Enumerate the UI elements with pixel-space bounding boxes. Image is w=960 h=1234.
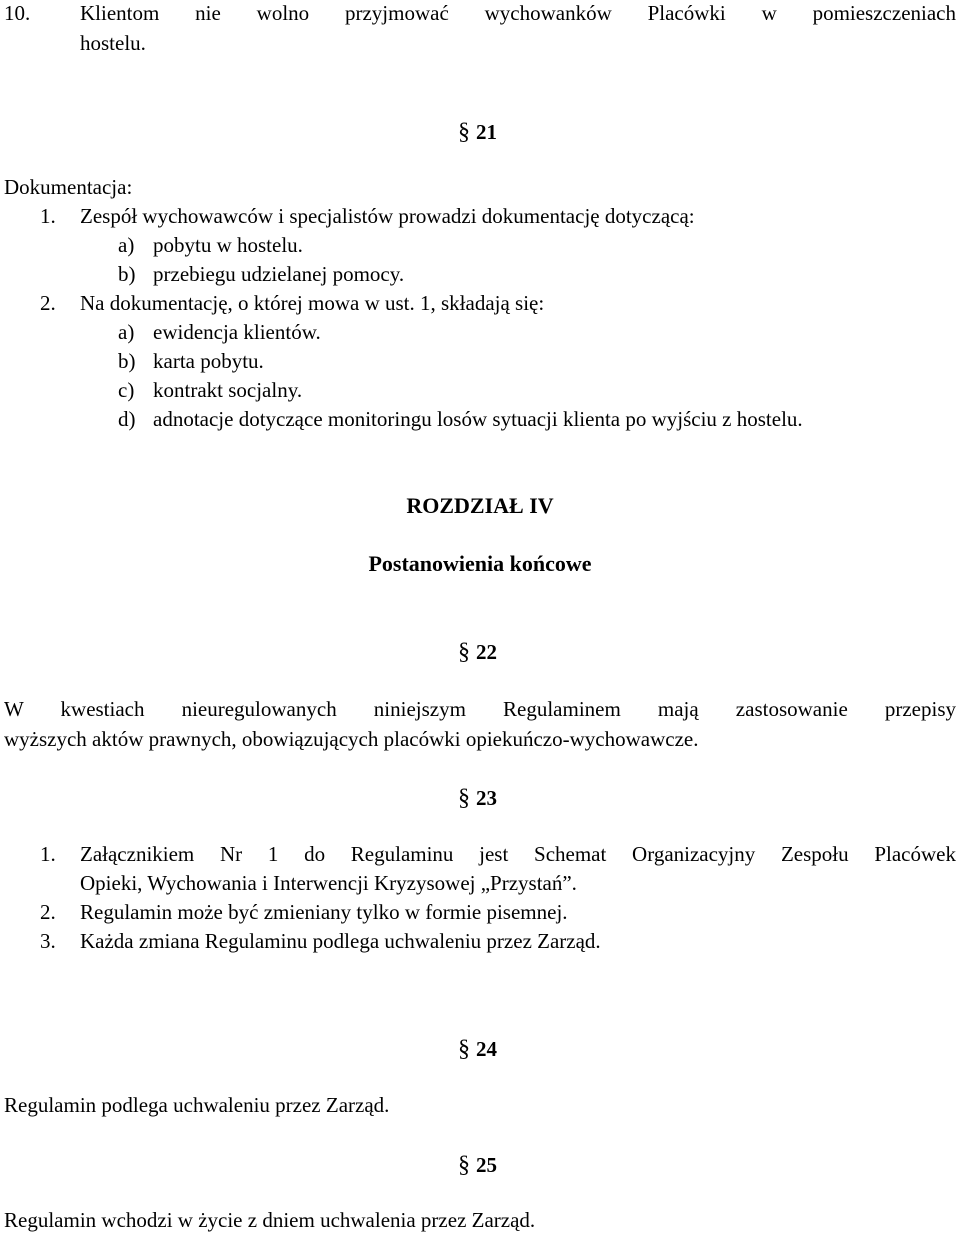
section-symbol: §: [458, 785, 470, 811]
list-number: 3.: [40, 929, 56, 953]
paragraph-line: wyższych aktów prawnych, obowiązujących placówki opiekuńczo-wychowawcze.: [4, 727, 699, 751]
section-heading-25: [458, 1149, 497, 1181]
list-number: 1.: [40, 842, 56, 866]
sublist-letter: a): [118, 233, 135, 257]
list-item-10: [4, 0, 30, 26]
list-number: 10.: [4, 1, 31, 25]
section-number: 22: [476, 640, 497, 664]
section-symbol: §: [458, 639, 470, 665]
sublist-letter: b): [118, 262, 136, 286]
list-number: 2.: [40, 900, 56, 924]
list-item-text: Na dokumentację, o której mowa w ust. 1, składają się:: [80, 291, 545, 315]
sublist-item-text: przebiegu udzielanej pomocy.: [153, 262, 405, 286]
chapter-subtitle: Postanowienia końcowe: [368, 551, 592, 576]
section-symbol: §: [458, 119, 470, 145]
paragraph-line: Regulamin wchodzi w życie z dniem uchwalenia przez Zarząd.: [4, 1208, 536, 1232]
sublist-item-text: karta pobytu.: [153, 349, 264, 373]
section-heading-22: [458, 636, 497, 668]
sublist-item-text: pobytu w hostelu.: [153, 233, 303, 257]
sublist-item-text: adnotacje dotyczące monitoringu losów sytuacji klienta po wyjściu z hostelu.: [153, 407, 803, 431]
section-symbol: §: [458, 1152, 470, 1178]
list-item-text: Załącznikiem Nr 1 do Regulaminu jest Schemat Organizacyjny Zespołu Placówek: [80, 842, 956, 866]
section-heading-24: [458, 1033, 497, 1065]
section-number: 25: [476, 1153, 497, 1177]
list-item-text: Każda zmiana Regulaminu podlega uchwaleniu przez Zarząd.: [80, 929, 601, 953]
sublist-letter: d): [118, 407, 136, 431]
section-heading-21: [458, 116, 497, 148]
section-number: 21: [476, 120, 497, 144]
section-heading-23: [458, 782, 497, 814]
sublist-letter: a): [118, 320, 135, 344]
paragraph-line: Regulamin podlega uchwaleniu przez Zarząd.: [4, 1093, 390, 1117]
section-number: 24: [476, 1037, 497, 1061]
list-item-text: Regulamin może być zmieniany tylko w formie pisemnej.: [80, 900, 568, 924]
section-symbol: §: [458, 1036, 470, 1062]
paragraph-line: W kwestiach nieuregulowanych niniejszym Regulaminem mają zastosowanie przepisy: [4, 697, 956, 721]
list-item-text-continued: Opieki, Wychowania i Interwencji Kryzysowej „Przystań”.: [80, 871, 577, 895]
sublist-item-text: ewidencja klientów.: [153, 320, 321, 344]
list-number: 1.: [40, 204, 56, 228]
sublist-letter: b): [118, 349, 136, 373]
list-item-text: Zespół wychowawców i specjalistów prowadzi dokumentację dotyczącą:: [80, 204, 695, 228]
sublist-item-text: kontrakt socjalny.: [153, 378, 303, 402]
list-number: 2.: [40, 291, 56, 315]
sublist-letter: c): [118, 378, 135, 402]
list-item-text-continued: hostelu.: [80, 31, 146, 55]
list-item-text: Klientom nie wolno przyjmować wychowanków Placówki w pomieszczeniach: [80, 1, 956, 25]
chapter-title: ROZDZIAŁ IV: [406, 493, 554, 518]
section-number: 23: [476, 786, 497, 810]
section-title: Dokumentacja:: [4, 175, 133, 199]
